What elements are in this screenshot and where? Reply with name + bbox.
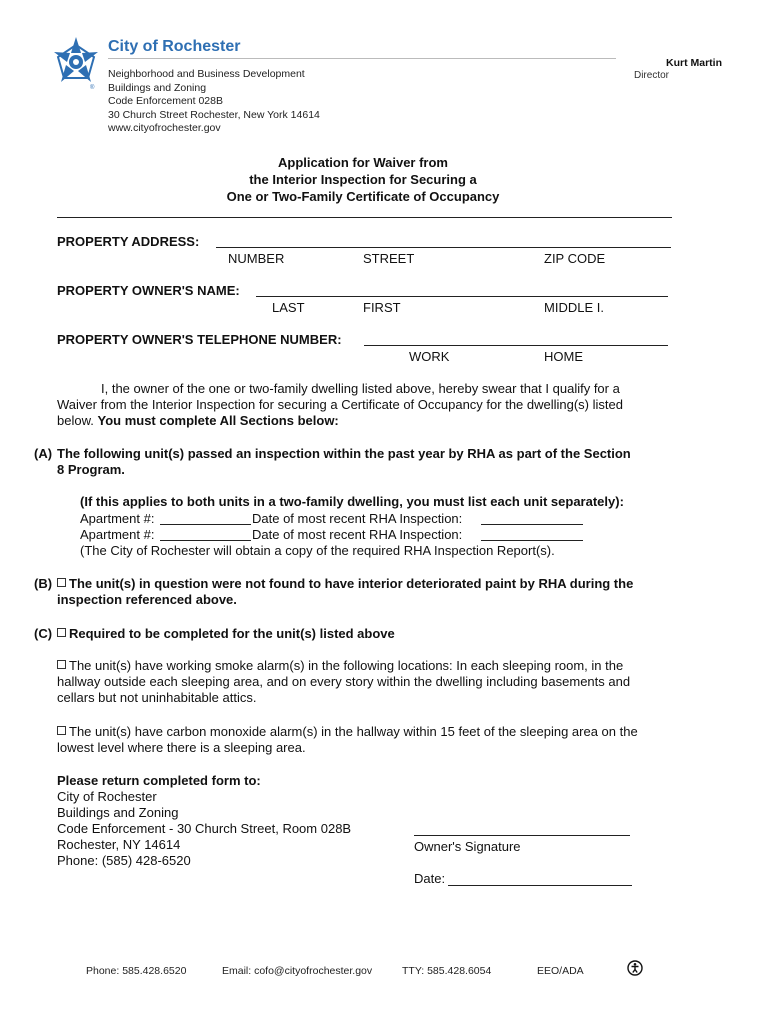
return-address-line: Code Enforcement - 30 Church Street, Room 028B: [57, 821, 352, 836]
address-zip-caption: ZIP CODE: [544, 251, 606, 266]
intro-instruction: You must complete All Sections below:: [97, 413, 339, 428]
owner-name-label: PROPERTY OWNER'S NAME:: [57, 283, 240, 298]
form-title-line: One or Two-Family Certificate of Occupancy: [226, 189, 500, 204]
apartment-label: Apartment #:: [80, 511, 155, 526]
rha-date-label: Date of most recent RHA Inspection:: [252, 511, 463, 526]
address-number-caption: NUMBER: [228, 251, 285, 266]
director-title: Director: [633, 70, 669, 81]
department-address-block: [108, 68, 320, 136]
owner-phone-field[interactable]: [364, 345, 668, 346]
smoke-alarm-text: hallway outside each sleeping area, and on every story within the dwelling including basements and: [57, 674, 631, 689]
signature-date-label: Date:: [414, 871, 446, 886]
section-c-heading-text: Required to be completed for the unit(s) listed above: [69, 626, 395, 641]
owner-signature-label: Owner's Signature: [414, 839, 521, 854]
header-divider: [108, 58, 616, 59]
co-alarm-text: lowest level where there is a sleeping area.: [57, 740, 306, 755]
return-heading: Please return completed form to:: [57, 773, 261, 788]
co-alarm-item: [57, 724, 638, 740]
footer-tty: TTY: 585.428.6054: [402, 965, 492, 977]
intro-text-line: I, the owner of the one or two-family dwelling listed above, hereby swear that I qualify for a: [101, 381, 620, 396]
co-alarm-checkbox[interactable]: [57, 726, 66, 735]
form-title-line: the Interior Inspection for Securing a: [249, 172, 477, 187]
department-line: 30 Church Street Rochester, New York 14614: [108, 108, 320, 121]
section-b-text-line: inspection referenced above.: [57, 592, 237, 607]
rha-date-label: Date of most recent RHA Inspection:: [252, 527, 463, 542]
intro-text-line: Waiver from the Interior Inspection for securing a Certificate of Occupancy for the dwelling(s) listed: [57, 397, 623, 412]
section-b-checkbox[interactable]: [57, 578, 66, 587]
section-a-text: The following unit(s) passed an inspection within the past year by RHA as part of the Section: [57, 446, 631, 461]
owner-first-caption: FIRST: [363, 300, 401, 315]
intro-text: below.: [57, 413, 94, 428]
department-line: Neighborhood and Business Development: [108, 68, 305, 80]
section-c-checkbox[interactable]: [57, 628, 66, 637]
section-a-text: 8 Program.: [57, 462, 125, 477]
owner-name-field[interactable]: [256, 296, 668, 297]
section-b-text: [57, 576, 633, 592]
footer-eeo: EEO/ADA: [537, 965, 584, 977]
department-line: Code Enforcement 028B: [108, 95, 223, 107]
apartment-field-2[interactable]: [160, 540, 251, 541]
rha-date-field-1[interactable]: [481, 524, 583, 525]
svg-text:®: ®: [90, 85, 95, 90]
signature-date-field[interactable]: [448, 885, 632, 886]
city-name: City of Rochester: [108, 38, 241, 55]
phone-work-caption: WORK: [409, 349, 450, 364]
smoke-alarm-text: cellars but not uninhabitable attics.: [57, 690, 257, 705]
department-website[interactable]: www.cityofrochester.gov: [108, 122, 221, 134]
section-a-marker: (A): [34, 446, 53, 461]
co-alarm-text: The unit(s) have carbon monoxide alarm(s) in the hallway within 15 feet of the sleeping area on the: [69, 724, 638, 739]
director-name: Kurt Martin: [666, 57, 722, 69]
form-title-line: Application for Waiver from: [278, 155, 448, 170]
return-phone: Phone: (585) 428-6520: [57, 853, 191, 868]
apartment-field-1[interactable]: [160, 524, 251, 525]
department-line: Buildings and Zoning: [108, 81, 207, 94]
smoke-alarm-text: The unit(s) have working smoke alarm(s) in the following locations: In each sleeping room, in the: [69, 658, 624, 673]
owner-last-caption: LAST: [272, 300, 305, 315]
property-address-label: PROPERTY ADDRESS:: [57, 234, 200, 249]
city-of-rochester-flower-logo: [50, 35, 102, 90]
section-b-marker: (B): [34, 576, 53, 591]
section-b-text-line: The unit(s) in question were not found to have interior deteriorated paint by RHA during the: [69, 576, 634, 591]
phone-home-caption: HOME: [544, 349, 583, 364]
rha-date-field-2[interactable]: [481, 540, 583, 541]
owner-phone-label: PROPERTY OWNER'S TELEPHONE NUMBER:: [57, 332, 342, 347]
return-address-line: Rochester, NY 14614: [57, 837, 181, 852]
form-title: [0, 154, 726, 205]
smoke-alarm-checkbox[interactable]: [57, 660, 66, 669]
accessibility-icon: [627, 960, 643, 976]
title-underline: [57, 217, 672, 218]
apartment-label: Apartment #:: [80, 527, 155, 542]
return-address-line: Buildings and Zoning: [57, 805, 179, 820]
intro-text-line: [57, 413, 339, 429]
return-address-line: City of Rochester: [57, 789, 157, 804]
address-street-caption: STREET: [363, 251, 415, 266]
section-a-note: (If this applies to both units in a two-family dwelling, you must list each unit separately):: [80, 494, 624, 509]
owner-signature-field[interactable]: [414, 835, 630, 836]
section-c-heading: [57, 626, 395, 642]
footer-email[interactable]: Email: cofo@cityofrochester.gov: [222, 965, 373, 977]
rha-report-note: (The City of Rochester will obtain a copy of the required RHA Inspection Report(s).: [80, 543, 555, 558]
section-c-marker: (C): [34, 626, 53, 641]
footer-phone: Phone: 585.428.6520: [86, 965, 187, 977]
property-address-field[interactable]: [216, 247, 671, 248]
smoke-alarm-item: [57, 658, 623, 674]
owner-middle-caption: MIDDLE I.: [544, 300, 604, 315]
